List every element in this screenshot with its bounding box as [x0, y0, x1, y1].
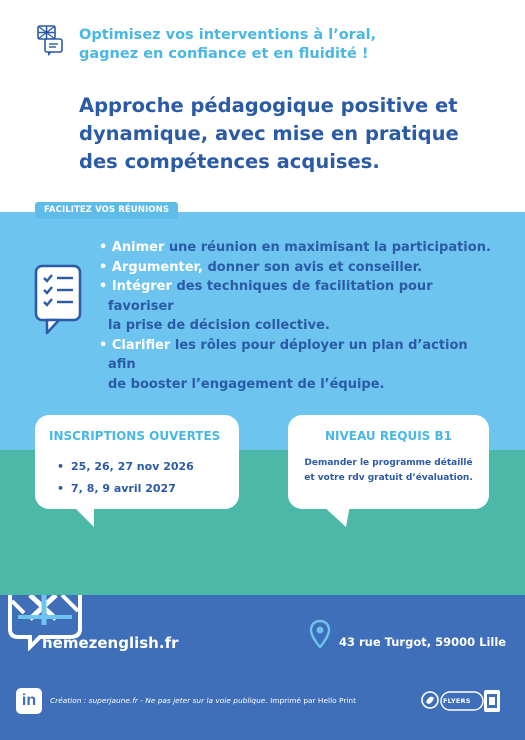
niveau-bubble — [288, 415, 489, 509]
session-date: 7, 8, 9 avril 2027 — [71, 482, 176, 495]
badge-label: FLYERS — [443, 697, 471, 705]
bullet-dot: • — [57, 482, 65, 495]
bubble-tail — [322, 505, 352, 529]
inscriptions-title: INSCRIPTIONS OUVERTES — [49, 429, 221, 443]
bullet-text: les rôles pour déployer un plan d’action afin — [108, 337, 468, 372]
bullet-dot: • — [99, 337, 108, 353]
credits — [50, 696, 356, 705]
printer-text: Imprimé par Hello Print — [267, 696, 357, 705]
location-pin-icon — [309, 619, 331, 649]
bullet-text: une réunion en maximisant la participation. — [164, 240, 491, 255]
address: 43 rue Turgot, 59000 Lille — [339, 635, 507, 649]
date-row — [57, 460, 194, 473]
section-tag: FACILITEZ VOS RÉUNIONS — [35, 202, 178, 219]
headline-line: Approche pédagogique positive et — [79, 94, 458, 117]
bullet-keyword: Argumenter, — [111, 259, 203, 275]
niveau-text — [296, 456, 481, 486]
niveau-title: NIVEAU REQUIS B1 — [325, 429, 452, 443]
bullet-text: des techniques de facilitation pour favoriser — [108, 279, 433, 314]
bubble-tail — [72, 505, 98, 529]
bullet-keyword: Clarifier — [111, 337, 171, 353]
headline-line: des compétences acquises. — [79, 150, 380, 173]
bullet-dot: • — [99, 240, 108, 255]
linkedin-icon[interactable]: in — [16, 688, 42, 714]
tagline-line: Optimisez vos interventions à l’oral, — [79, 27, 377, 43]
checklist-icon — [33, 263, 88, 337]
headline — [79, 92, 509, 176]
date-row — [57, 482, 176, 495]
website-link[interactable]: hemezenglish.fr — [42, 634, 179, 652]
inscriptions-bubble — [35, 415, 239, 509]
headline-line: dynamique, avec mise en pratique — [79, 122, 459, 145]
niveau-line: Demander le programme détaillé — [304, 458, 473, 468]
tagline-line: gagnez en confiance et en fluidité ! — [79, 46, 369, 62]
list-item — [99, 277, 499, 336]
bullet-text: de booster l’engagement de l’équipe. — [108, 376, 385, 392]
flag-speech-icon — [37, 25, 63, 57]
header-section — [0, 0, 525, 212]
list-item — [99, 238, 499, 258]
bullet-dot: • — [99, 259, 108, 275]
credits-text: Création : superjaune.fr - Ne pas jeter sur la voie publique. — [50, 696, 268, 705]
tagline — [79, 26, 499, 64]
bullet-text: la prise de décision collective. — [108, 318, 330, 333]
list-item — [99, 336, 499, 395]
skills-list — [99, 238, 499, 394]
bullet-keyword: Animer — [111, 240, 165, 255]
bullet-dot: • — [99, 279, 108, 294]
list-item — [99, 258, 499, 278]
bullet-dot: • — [57, 460, 65, 473]
bullet-keyword: Intégrer — [111, 279, 172, 294]
bullet-text: donner son avis et conseiller. — [202, 259, 423, 275]
niveau-line: et votre rdv gratuit d’évaluation. — [304, 473, 473, 483]
session-date: 25, 26, 27 nov 2026 — [71, 460, 194, 473]
